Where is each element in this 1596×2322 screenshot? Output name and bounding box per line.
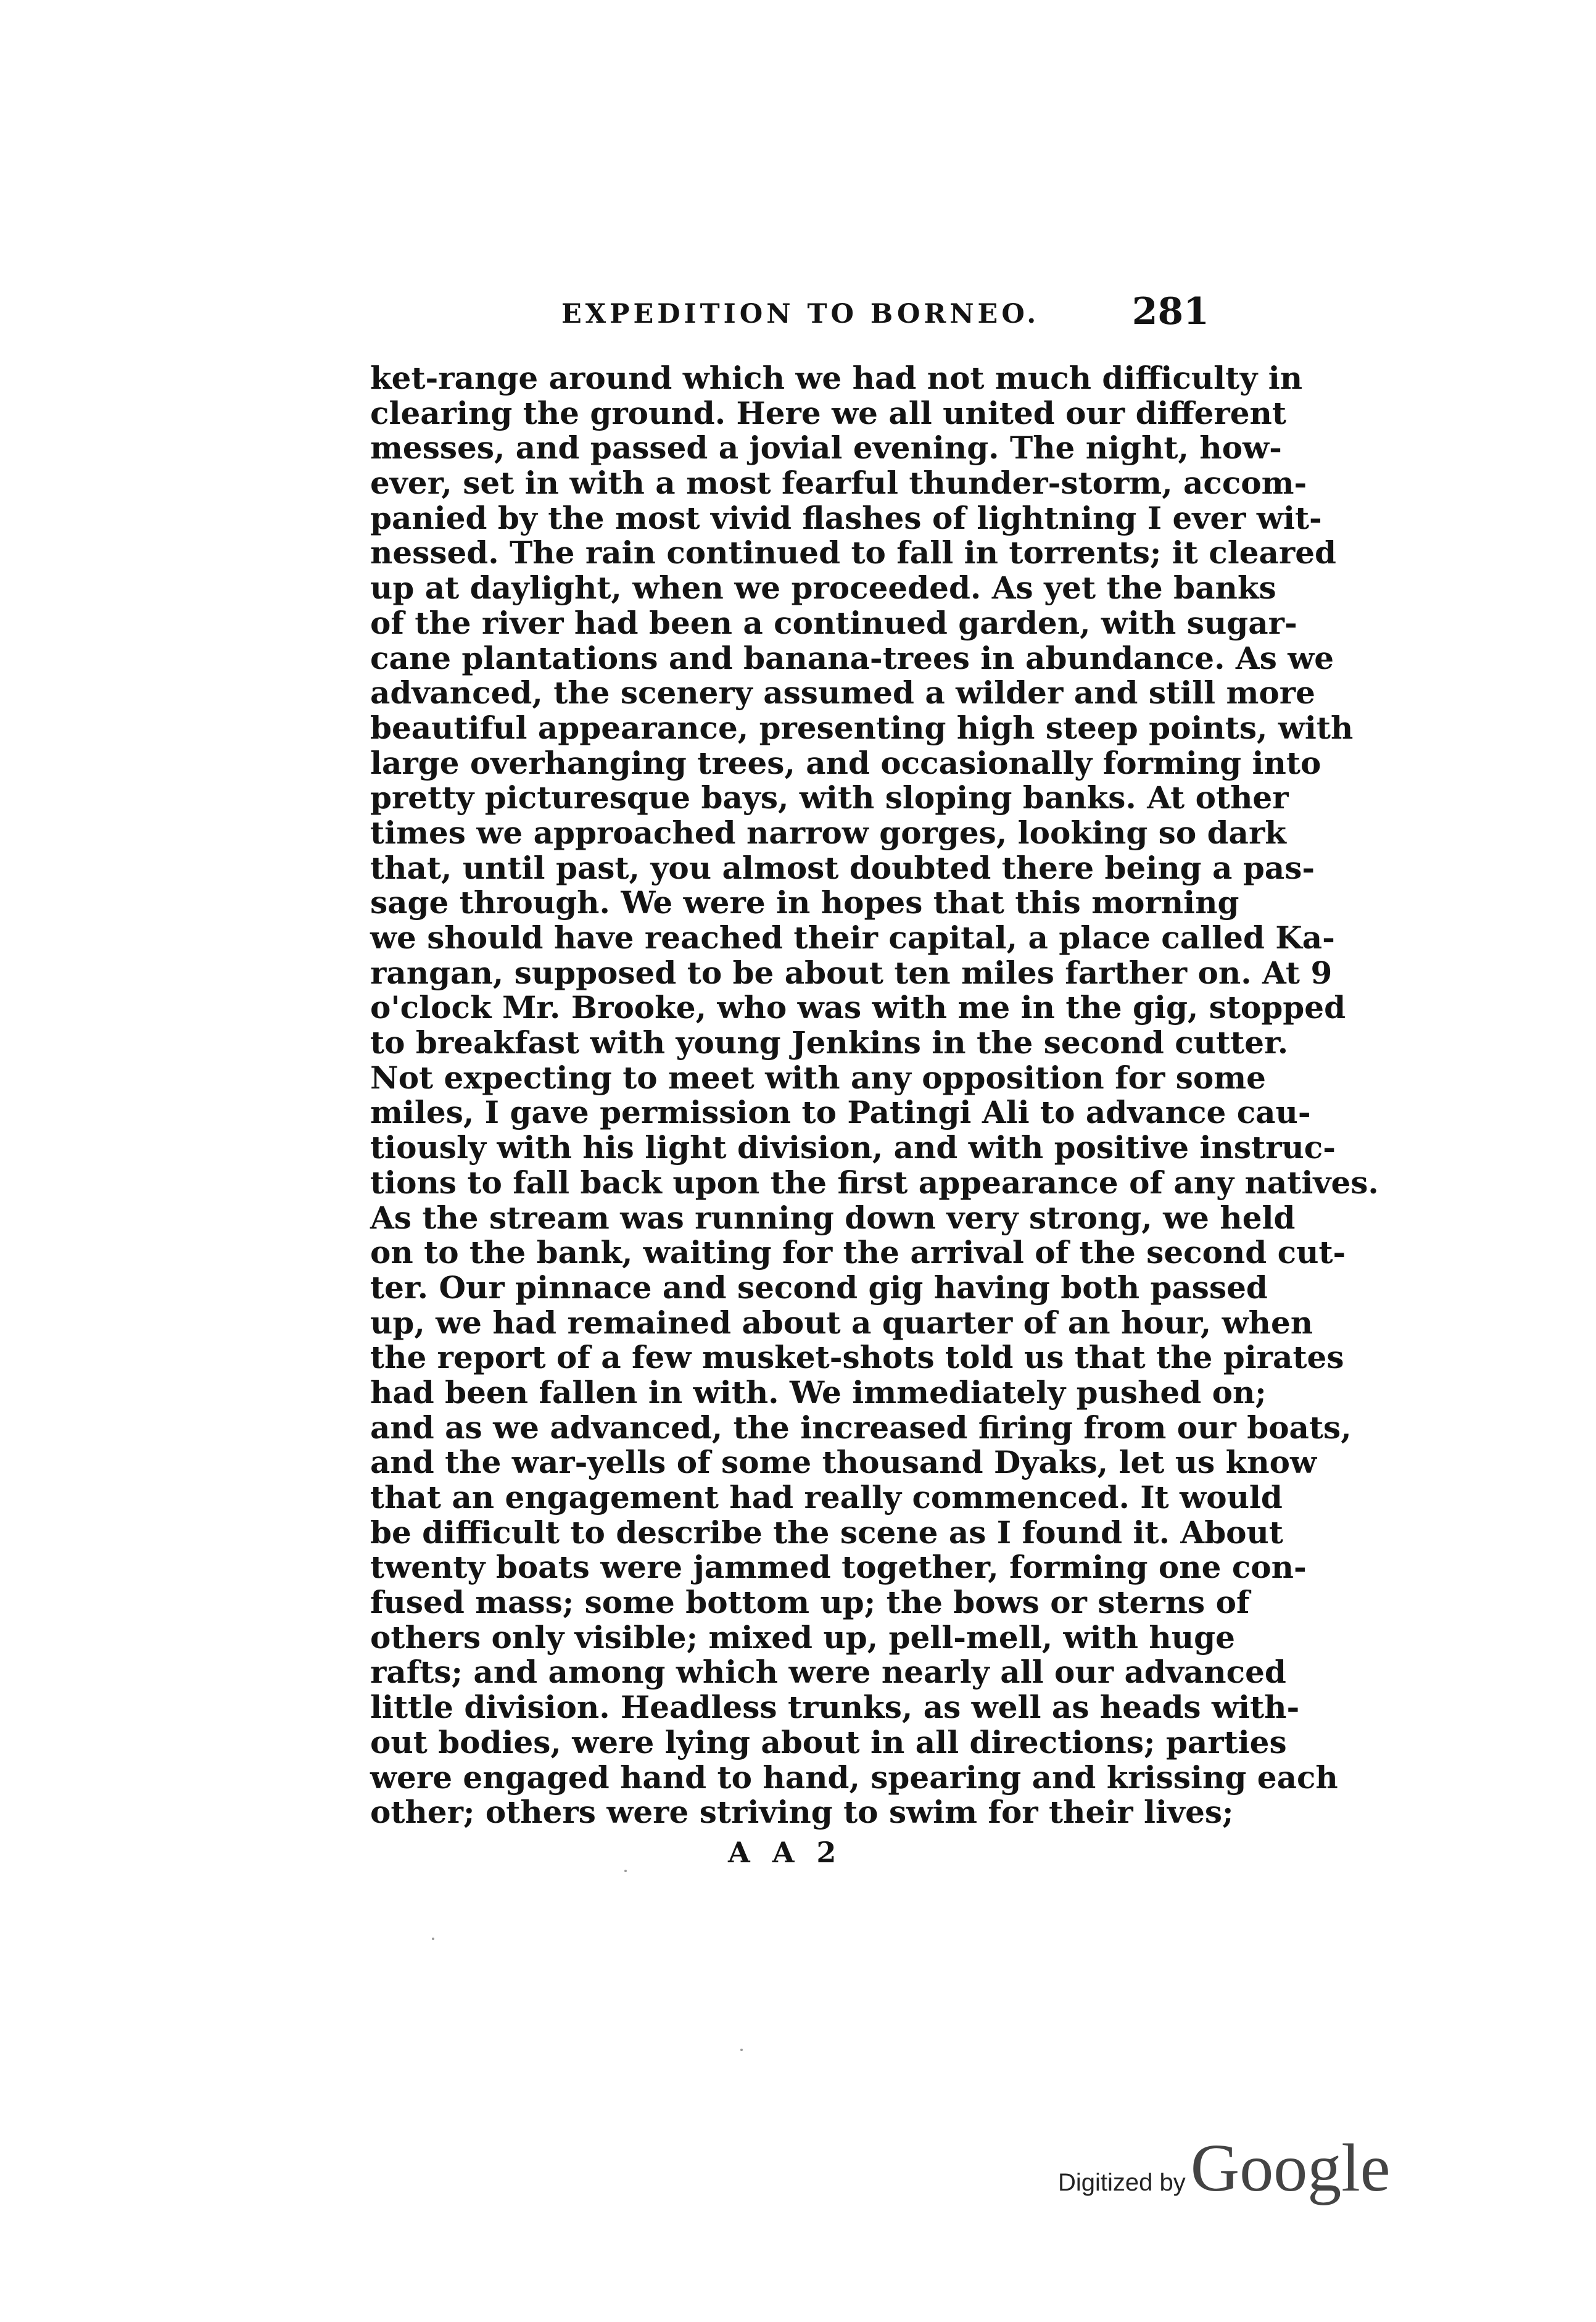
text-line: miles, I gave permission to Patingi Ali to advance cau-: [370, 1094, 1311, 1131]
text-line: had been fallen in with. We immediately pushed on;: [370, 1374, 1267, 1411]
google-logo: Google: [1190, 2130, 1391, 2205]
scan-speck: [740, 2049, 743, 2051]
text-line: out bodies, were lying about in all directions; parties: [370, 1723, 1287, 1760]
text-line: that an engagement had really commenced. It would: [370, 1479, 1283, 1516]
scan-speck: [624, 1870, 627, 1872]
text-line: and as we advanced, the increased firing from our boats,: [370, 1409, 1352, 1446]
text-line: messes, and passed a jovial evening. The night, how-: [370, 429, 1282, 466]
body-text: [370, 360, 1379, 1831]
text-line: o'clock Mr. Brooke, who was with me in the gig, stopped: [370, 989, 1346, 1026]
text-line: rafts; and among which were nearly all our advanced: [370, 1654, 1286, 1691]
digitized-by-watermark: [1058, 2129, 1391, 2215]
text-line: fused mass; some bottom up; the bows or sterns of: [370, 1584, 1250, 1621]
page-number: 281: [1131, 290, 1209, 333]
text-line: that, until past, you almost doubted there being a pas-: [370, 849, 1315, 886]
signature-mark: A A 2: [728, 1836, 843, 1869]
running-head: [370, 290, 1209, 346]
scan-speck: [432, 1938, 434, 1940]
text-line: the report of a few musket-shots told us that the pirates: [370, 1339, 1344, 1376]
running-title: EXPEDITION TO BORNEO.: [561, 299, 1040, 330]
text-line: up at daylight, when we proceeded. As yet the banks: [370, 570, 1276, 607]
text-line: ket-range around which we had not much difficulty in: [370, 360, 1303, 396]
text-line: other; others were striving to swim for their lives;: [370, 1794, 1234, 1831]
text-line: ter. Our pinnace and second gig having both passed: [370, 1269, 1268, 1306]
text-line: advanced, the scenery assumed a wilder and still more: [370, 674, 1315, 711]
text-line: As the stream was running down very strong, we held: [370, 1199, 1296, 1236]
text-line: cane plantations and banana-trees in abundance. As we: [370, 639, 1334, 676]
text-line: times we approached narrow gorges, looking so dark: [370, 814, 1286, 851]
text-line: be difficult to describe the scene as I found it. About: [370, 1514, 1283, 1551]
text-line: beautiful appearance, presenting high steep points, with: [370, 709, 1354, 746]
text-line: tions to fall back upon the first appearance of any natives.: [370, 1164, 1379, 1201]
text-line: ever, set in with a most fearful thunder-storm, accom-: [370, 465, 1307, 502]
text-line: of the river had been a continued garden, with sugar-: [370, 604, 1297, 641]
text-line: little division. Headless trunks, as well as heads with-: [370, 1689, 1300, 1726]
text-line: and the war-yells of some thousand Dyaks, let us know: [370, 1444, 1317, 1481]
text-line: were engaged hand to hand, spearing and krissing each: [370, 1759, 1338, 1796]
text-line: large overhanging trees, and occasionally forming into: [370, 744, 1321, 781]
text-line: others only visible; mixed up, pell-mell, with huge: [370, 1619, 1235, 1656]
text-line: clearing the ground. Here we all united our different: [370, 394, 1287, 431]
digitized-label: Digitized by: [1058, 2169, 1186, 2196]
text-line: twenty boats were jammed together, forming one con-: [370, 1549, 1307, 1586]
text-line: rangan, supposed to be about ten miles farther on. At 9: [370, 954, 1333, 991]
text-line: panied by the most vivid flashes of lightning I ever wit-: [370, 499, 1322, 536]
text-line: we should have reached their capital, a place called Ka-: [370, 919, 1335, 956]
text-line: to breakfast with young Jenkins in the second cutter.: [370, 1024, 1289, 1061]
text-line: Not expecting to meet with any opposition for some: [370, 1059, 1266, 1096]
text-line: nessed. The rain continued to fall in torrents; it cleared: [370, 534, 1337, 571]
text-line: tiously with his light division, and with positive instruc-: [370, 1129, 1336, 1166]
text-line: up, we had remained about a quarter of an hour, when: [370, 1304, 1313, 1341]
text-line: pretty picturesque bays, with sloping banks. At other: [370, 779, 1289, 816]
text-line: on to the bank, waiting for the arrival of the second cut-: [370, 1234, 1346, 1271]
text-line: sage through. We were in hopes that this morning: [370, 884, 1239, 921]
